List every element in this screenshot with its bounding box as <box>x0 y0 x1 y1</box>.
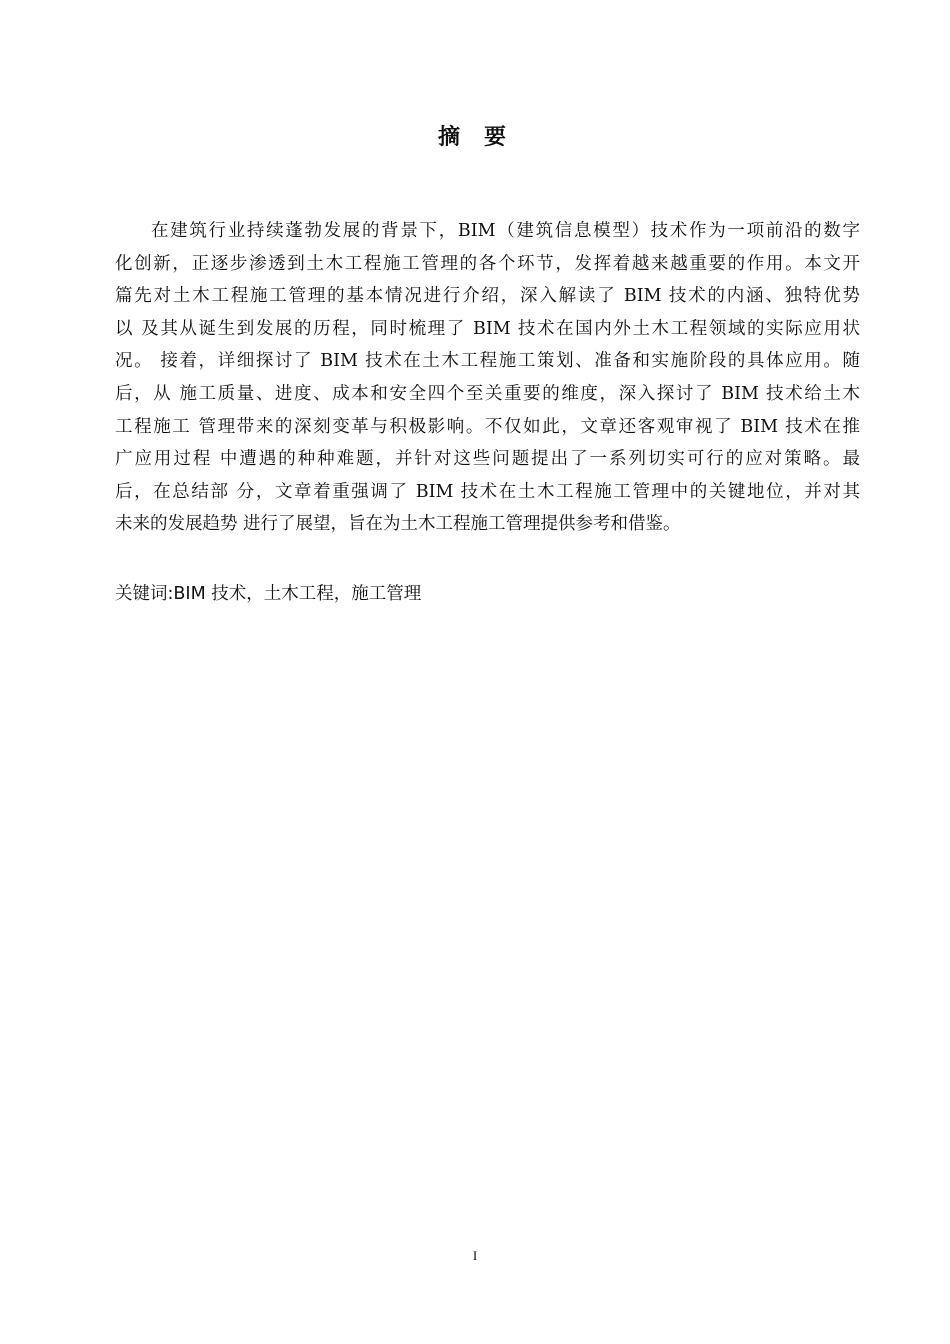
abstract-line: 后，从 施工质量、进度、成本和安全四个至关重要的维度，深入探讨了 BIM 技术给土木 <box>115 383 860 404</box>
abstract-line: 以 及其从诞生到发展的历程，同时梳理了 BIM 技术在国内外土木工程领域的实际应用状 <box>115 318 860 339</box>
page-number: I <box>472 1248 478 1263</box>
abstract-title-char-1: 摘 <box>437 125 466 150</box>
abstract-line: 后，在总结部 分，文章着重强调了 BIM 技术在土木工程施工管理中的关键地位，并对其 <box>115 481 860 502</box>
abstract-line: 况。 接着，详细探讨了 BIM 技术在土木工程施工策划、准备和实施阶段的具体应用。随 <box>115 351 860 372</box>
abstract-line: 篇先对土木工程施工管理的基本情况进行介绍，深入解读了 BIM 技术的内涵、独特优势 <box>115 286 860 307</box>
abstract-title <box>0 122 950 154</box>
keywords <box>115 580 860 608</box>
keywords-label: 关键词: <box>115 584 174 604</box>
abstract-line: 工程施工 管理带来的深刻变革与积极影响。不仅如此，文章还客观审视了 BIM 技术在推 <box>115 416 860 437</box>
abstract-body <box>115 215 860 541</box>
abstract-line: 未来的发展趋势 进行了展望，旨在为土木工程施工管理提供参考和借鉴。 <box>115 514 681 535</box>
abstract-title-char-2: 要 <box>484 125 513 150</box>
abstract-line: 化创新，正逐步渗透到土木工程施工管理的各个环节，发挥着越来越重要的作用。本文开 <box>115 253 860 274</box>
abstract-line: 在建筑行业持续蓬勃发展的背景下，BIM（建筑信息模型）技术作为一项前沿的数字 <box>151 221 860 241</box>
abstract-line: 广应用过程 中遭遇的种种难题，并针对这些问题提出了一系列切实可行的应对策略。最 <box>115 449 860 470</box>
keywords-text: BIM 技术，土木工程，施工管理 <box>173 584 422 604</box>
